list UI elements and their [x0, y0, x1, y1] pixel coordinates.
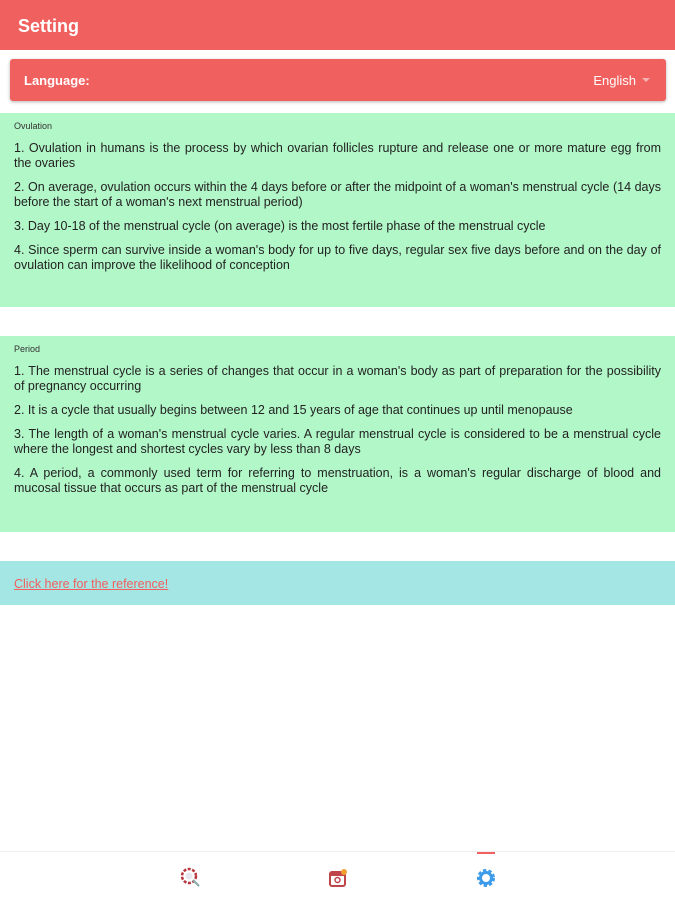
page-title: Setting: [18, 16, 79, 36]
ovulation-item: 4. Since sperm can survive inside a woman's body for up to five days, regular sex five days before and on the day of ovulation can improve the likelihood of conception: [14, 243, 661, 272]
period-item: 2. It is a cycle that usually begins between 12 and 15 years of age that continues up until menopause: [14, 403, 573, 417]
reference-link[interactable]: Click here for the reference!: [14, 577, 169, 591]
tab-settings[interactable]: [474, 866, 498, 890]
period-card: [0, 336, 675, 532]
tab-bar: [0, 851, 675, 900]
ovulation-title: Ovulation: [14, 121, 53, 131]
language-label: Language:: [24, 72, 90, 88]
period-item: 3. The length of a woman's menstrual cycle varies. A regular menstrual cycle is considered to be a menstrual cycle where the longest and shortest cycles vary by less than 8 days: [14, 427, 661, 456]
ovulation-item: 2. On average, ovulation occurs within the 4 days before or after the midpoint of a woman's menstrual cycle (14 days before the start of a woman's next menstrual period): [14, 180, 661, 209]
reference-bar: [0, 561, 675, 605]
ovulation-card: [0, 113, 675, 307]
search-cycle-icon: [180, 867, 202, 889]
ovulation-item: 3. Day 10-18 of the menstrual cycle (on average) is the most fertile phase of the menstrual cycle: [14, 219, 546, 233]
period-item: 4. A period, a commonly used term for referring to menstruation, is a woman's regular discharge of blood and mucosal tissue that occurs as part of the menstrual cycle: [14, 466, 661, 495]
chevron-down-icon: [642, 78, 650, 82]
ovulation-item: 1. Ovulation in humans is the process by which ovarian follicles rupture and release one or more mature egg from the ovaries: [14, 141, 661, 170]
period-item: 1. The menstrual cycle is a series of changes that occur in a woman's body as part of preparation for the possibility of pregnancy occurring: [14, 364, 661, 393]
period-title: Period: [14, 344, 41, 354]
gear-icon: [475, 867, 497, 889]
active-tab-indicator: [477, 852, 495, 854]
calendar-icon: [327, 867, 349, 889]
language-value: English: [593, 72, 636, 88]
language-row[interactable]: [10, 59, 666, 101]
tab-cycle-search[interactable]: [179, 866, 203, 890]
language-select[interactable]: [593, 73, 650, 88]
tab-calendar[interactable]: [326, 866, 350, 890]
app-header: [0, 0, 675, 50]
